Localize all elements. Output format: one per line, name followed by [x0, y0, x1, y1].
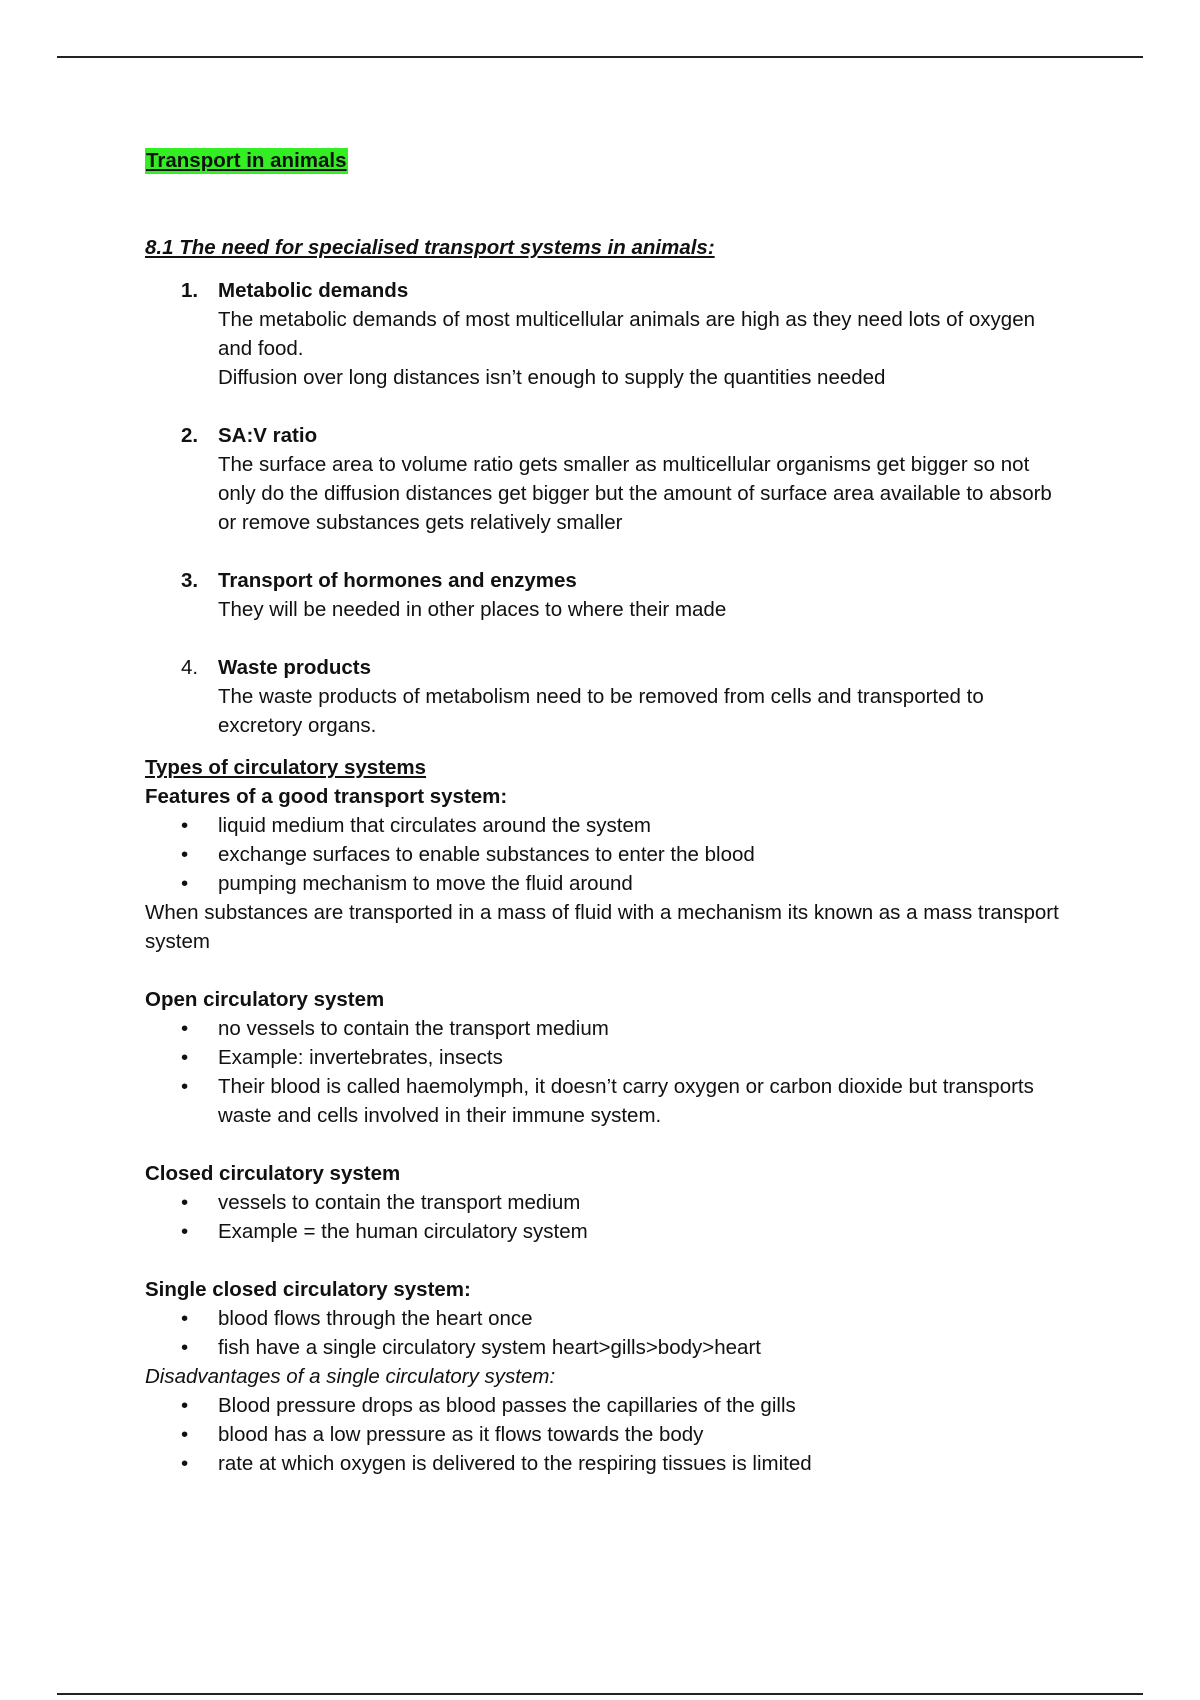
features-list — [145, 811, 1065, 898]
closed-system-list — [145, 1188, 1065, 1246]
item-text: Diffusion over long distances isn’t enough to supply the quantities needed — [218, 366, 886, 389]
item-number: 4. — [181, 656, 199, 679]
mass-transport-text: When substances are transported in a mass of fluid with a mechanism its known as a mass transport system — [145, 901, 1059, 953]
need-item — [145, 276, 1065, 392]
item-text: The surface area to volume ratio gets smaller as multicellular organisms get bigger so not only do the diffusion distances get bigger but the amount of surface area available to absorb or remove substances gets relatively smaller — [218, 453, 1052, 534]
bottom-rule — [57, 1693, 1143, 1695]
item-heading: SA:V ratio — [218, 424, 318, 447]
need-item — [145, 566, 1065, 624]
list-item: • exchange surfaces to enable substances to enter the blood — [145, 840, 1065, 869]
list-item: • no vessels to contain the transport medium — [145, 1014, 1065, 1043]
need-item — [145, 653, 1065, 740]
list-item: • vessels to contain the transport medium — [145, 1188, 1065, 1217]
item-number: 1. — [181, 279, 199, 302]
list-item: • fish have a single circulatory system heart>gills>body>heart — [145, 1333, 1065, 1362]
list-item: • pumping mechanism to move the fluid around — [145, 869, 1065, 898]
list-item: • liquid medium that circulates around the system — [145, 811, 1065, 840]
document-body — [145, 146, 1065, 1478]
single-system-heading: Single closed circulatory system: — [145, 1278, 471, 1301]
list-item: • blood has a low pressure as it flows towards the body — [145, 1420, 1065, 1449]
list-item: • Example: invertebrates, insects — [145, 1043, 1065, 1072]
item-text: The metabolic demands of most multicellular animals are high as they need lots of oxygen and food. — [218, 308, 1036, 360]
open-system-list — [145, 1014, 1065, 1130]
item-number: 2. — [181, 424, 199, 447]
single-system-list — [145, 1304, 1065, 1362]
closed-system-heading: Closed circulatory system — [145, 1162, 401, 1185]
section-heading-8-1: 8.1 The need for specialised transport systems in animals: — [145, 236, 715, 259]
types-heading: Types of circulatory systems — [145, 756, 427, 779]
disadvantages-heading: Disadvantages of a single circulatory system: — [145, 1365, 556, 1388]
page-title: Transport in animals — [146, 149, 347, 172]
item-text: They will be needed in other places to where their made — [218, 598, 727, 621]
item-text: The waste products of metabolism need to be removed from cells and transported to excretory organs. — [218, 685, 984, 737]
item-heading: Waste products — [218, 656, 372, 679]
open-system-heading: Open circulatory system — [145, 988, 385, 1011]
item-heading: Metabolic demands — [218, 279, 409, 302]
features-heading: Features of a good transport system: — [145, 785, 508, 808]
list-item: • Example = the human circulatory system — [145, 1217, 1065, 1246]
needs-list — [145, 276, 1065, 740]
list-item: • rate at which oxygen is delivered to the respiring tissues is limited — [145, 1449, 1065, 1478]
disadvantages-list — [145, 1391, 1065, 1478]
list-item: • Blood pressure drops as blood passes the capillaries of the gills — [145, 1391, 1065, 1420]
need-item — [145, 421, 1065, 537]
top-rule — [57, 56, 1143, 58]
list-item: • blood flows through the heart once — [145, 1304, 1065, 1333]
list-item: • Their blood is called haemolymph, it doesn’t carry oxygen or carbon dioxide but transports waste and cells involved in their immune system. — [145, 1072, 1065, 1130]
item-number: 3. — [181, 569, 199, 592]
item-heading: Transport of hormones and enzymes — [218, 569, 577, 592]
